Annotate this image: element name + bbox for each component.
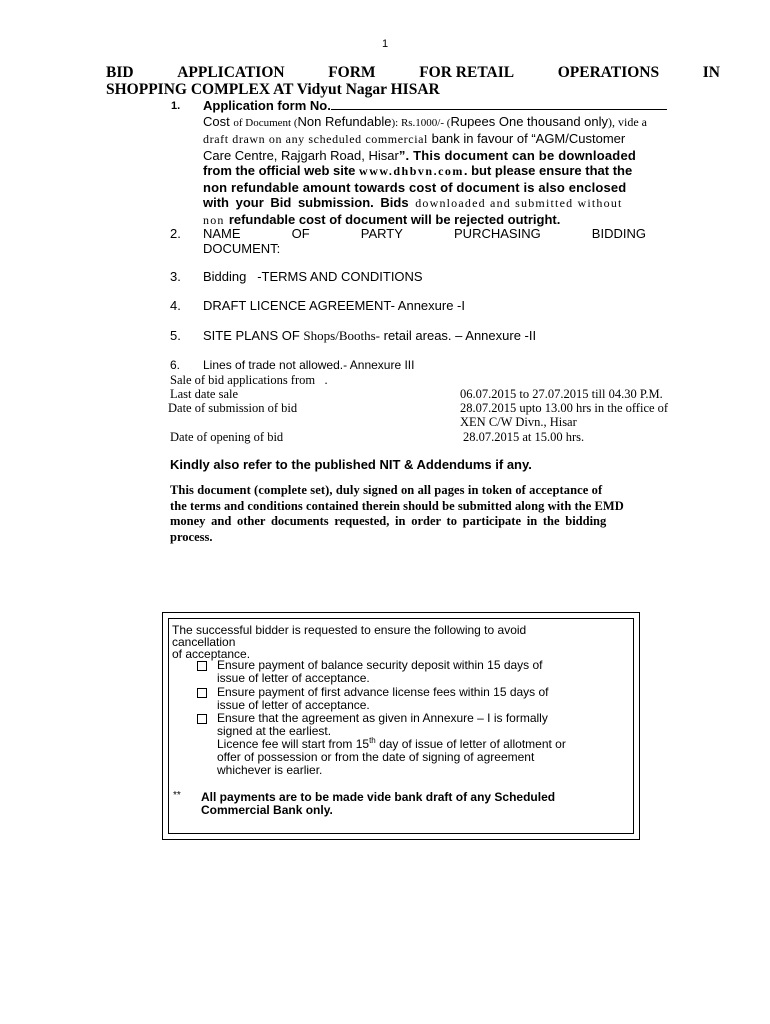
notice-intro: cancellation xyxy=(172,635,236,649)
checklist-text: Ensure payment of first advance license fees within 15 days of xyxy=(217,685,549,699)
checkbox[interactable] xyxy=(197,688,207,698)
checklist-text: issue of letter of acceptance. xyxy=(217,671,370,685)
page-number: 1 xyxy=(381,38,389,50)
page-title xyxy=(106,64,720,81)
item-2-heading-line2: DOCUMENT: xyxy=(203,241,281,256)
item1-block xyxy=(203,97,719,228)
notice-content xyxy=(172,624,632,661)
heading-word: PARTY xyxy=(360,226,403,241)
last-date-label: Last date sale xyxy=(170,387,239,401)
declaration-line: process. xyxy=(170,529,213,544)
licence-fee-note xyxy=(217,738,566,777)
item-number: 6. xyxy=(170,358,181,372)
checklist-item-advance-fees xyxy=(217,686,549,712)
text-line: non refundable amount towards cost of document is also enclosed xyxy=(203,179,627,195)
licence-fee-line: offer of possession or from the date of signing of agreement xyxy=(217,750,535,764)
footnote-stars: ** xyxy=(173,790,181,801)
notice-intro: of acceptance. xyxy=(172,647,251,661)
text-fragment: Care Centre, Rajgarh Road, Hisar xyxy=(203,147,399,163)
item-number: 3. xyxy=(170,269,181,284)
declaration-paragraph xyxy=(170,483,719,545)
text-fragment: Licence fee will start from 15 xyxy=(217,737,370,751)
text-fragment: with your Bid submission. Bids xyxy=(203,195,416,210)
payment-note xyxy=(201,791,555,817)
item-3 xyxy=(170,269,423,284)
checklist-text: Ensure that the agreement as given in Annexure – I is formally xyxy=(217,711,548,725)
heading-word: BIDDING xyxy=(591,226,646,241)
text-fragment: ), vide a xyxy=(608,114,647,129)
text-fragment: ): Rs.1000/- ( xyxy=(391,116,451,129)
text-fragment: Non Refundable xyxy=(297,113,392,129)
payment-line: Commercial Bank only. xyxy=(201,803,333,817)
text-fragment: ”. This document can be downloaded xyxy=(398,147,637,163)
heading-word: OF xyxy=(291,226,310,241)
title-word: IN xyxy=(702,64,720,81)
checklist-item-security-deposit xyxy=(217,659,543,685)
application-number-blank xyxy=(331,97,667,110)
checklist-text: Ensure payment of balance security deposit within 15 days of xyxy=(217,658,543,672)
declaration-line: money and other documents requested, in order to participate in the bidding xyxy=(170,514,607,528)
text-fragment: . but please ensure that the xyxy=(463,163,633,178)
notice-intro: The successful bidder is requested to ensure the following to avoid xyxy=(172,623,527,637)
text-fragment: This document (complete set), duly signed on all pages in token of acceptance of xyxy=(170,483,603,497)
nit-note: Kindly also refer to the published NIT & Addendums if any. xyxy=(170,457,532,472)
page-title-line2: SHOPPING COMPLEX AT Vidyut Nagar HISAR xyxy=(106,81,440,98)
item-4 xyxy=(170,298,465,313)
text-line xyxy=(203,195,719,212)
text-line xyxy=(203,131,719,148)
declaration-line xyxy=(170,483,719,499)
checklist-text: signed at the earliest. xyxy=(217,724,332,738)
text-fragment: day of issue of letter of allotment or xyxy=(375,737,566,751)
text-fragment: draft drawn on any scheduled commercial xyxy=(203,132,432,146)
opening-value: 28.07.2015 at 15.00 hrs. xyxy=(463,430,585,444)
payment-line: All payments are to be made vide bank draft of any Scheduled xyxy=(201,790,556,804)
item-text: SITE PLANS OF xyxy=(203,328,304,343)
website-link[interactable]: www.dhbvn.com xyxy=(359,164,464,178)
item-text: retail areas. – Annexure -II xyxy=(380,328,537,343)
item-number: 2. xyxy=(170,226,181,241)
text-fragment: of Document ( xyxy=(233,116,298,129)
text-line xyxy=(203,163,719,180)
item-text: Lines of trade not allowed.- Annexure III xyxy=(203,358,415,372)
submission-office: XEN C/W Divn., Hisar xyxy=(460,415,577,429)
heading-word: NAME xyxy=(203,226,241,241)
title-word: FOR RETAIL xyxy=(419,64,515,81)
item-text: DRAFT LICENCE AGREEMENT- Annexure -I xyxy=(203,298,465,313)
item-2-heading xyxy=(203,226,646,241)
cost-line xyxy=(203,114,719,132)
checkbox[interactable] xyxy=(197,661,207,671)
submission-label: Date of submission of bid xyxy=(168,401,298,415)
title-word: APPLICATION xyxy=(177,64,285,81)
sale-from-label: Sale of bid applications from . xyxy=(170,373,328,387)
item-5 xyxy=(170,328,536,344)
heading-word: PURCHASING xyxy=(454,226,541,241)
checklist-text: issue of letter of acceptance. xyxy=(217,698,370,712)
text-line xyxy=(203,148,719,164)
declaration-line: the terms and conditions contained therein should be submitted along with the EMD xyxy=(170,498,624,513)
item-text: Bidding -TERMS AND CONDITIONS xyxy=(203,269,423,284)
title-word: OPERATIONS xyxy=(557,64,660,81)
text-fragment: bank in favour of “AGM/Customer xyxy=(431,131,626,146)
application-form-label: Application form No. xyxy=(203,98,331,113)
submission-value: 28.07.2015 upto 13.00 hrs in the office of xyxy=(460,401,669,415)
checklist-item-agreement xyxy=(217,712,548,738)
superscript: th xyxy=(369,736,376,745)
item-number: 1. xyxy=(171,100,181,112)
title-word: FORM xyxy=(328,64,376,81)
licence-fee-line: whichever is earlier. xyxy=(217,763,323,777)
text-fragment: refundable cost of document will be rejected outright. xyxy=(228,211,561,227)
text-fragment: Cost xyxy=(203,113,234,129)
item-number: 5. xyxy=(170,328,181,343)
text-fragment: Rupees One thousand only xyxy=(450,113,609,129)
last-date-value: 06.07.2015 to 27.07.2015 till 04.30 P.M. xyxy=(460,387,663,401)
text-fragment: non xyxy=(203,212,229,227)
text-fragment: downloaded and submitted without xyxy=(415,196,623,210)
item-text: Shops/Booths- xyxy=(303,328,380,343)
checkbox[interactable] xyxy=(197,714,207,724)
application-form-line xyxy=(203,97,719,114)
item-number: 4. xyxy=(170,298,181,313)
text-fragment: from the official web site xyxy=(203,163,360,178)
opening-label: Date of opening of bid xyxy=(170,430,284,444)
title-word: BID xyxy=(106,64,134,81)
item-2 xyxy=(170,226,203,241)
item-6 xyxy=(170,358,414,372)
